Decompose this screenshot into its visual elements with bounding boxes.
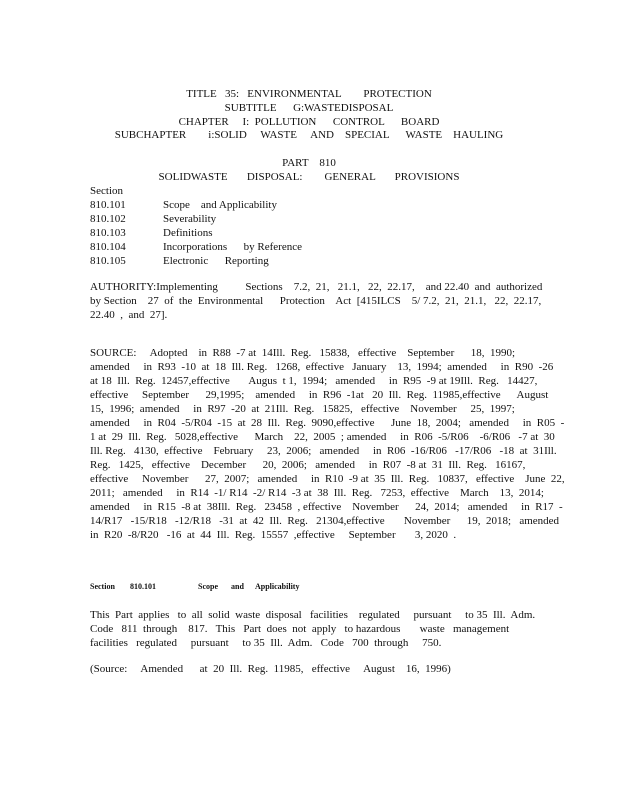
toc-section-number: 810.104 (90, 241, 126, 253)
part-number: PART 810 (282, 157, 336, 169)
source-line: effective November 27, 2007; amended in R10 -9 at 35 Ill. Reg. 10837, effective June 22, (90, 473, 565, 485)
toc-row (90, 254, 490, 268)
toc-row (90, 198, 490, 212)
authority-line: AUTHORITY:Implementing Sections 7.2, 21, 21.1, 22, 22.17, and 22.40 and authorized (90, 281, 543, 293)
toc-section-number: 810.105 (90, 255, 126, 267)
section-heading-number: 810.101 (130, 582, 156, 591)
subtitle-line: SUBTITLE G:WASTEDISPOSAL (224, 102, 394, 114)
title-line: TITLE 35: ENVIRONMENTAL PROTECTION (186, 88, 432, 100)
chapter-line: CHAPTER I: POLLUTION CONTROL BOARD (178, 116, 440, 128)
section-heading-title-word: and (231, 582, 244, 591)
section-heading-title-word: Applicability (255, 582, 300, 591)
source-line: Ill. Reg. 4130, effective February 23, 2006; amended in R06 -16/R06 -17/R06 -18 at 31Ill. (90, 445, 557, 457)
toc-section-title: Scope and Applicability (163, 199, 277, 211)
section-body-line: This Part applies to all solid waste disposal facilities regulated pursuant to 35 Ill. Adm. (90, 609, 536, 621)
source-line: in R20 -8/R20 -16 at 44 Ill. Reg. 15557 ,effective September 3, 2020 . (90, 529, 457, 541)
section-heading-title-word: Scope (198, 582, 218, 591)
source-paragraph (90, 346, 565, 542)
toc-section-title: Definitions (163, 227, 213, 239)
section-body-line: facilities regulated pursuant to 35 Ill. Adm. Code 700 through 750. (90, 637, 442, 649)
subchapter-line: SUBCHAPTER i:SOLID WASTE AND SPECIAL WASTE HAULING (114, 129, 504, 141)
toc-heading: Section (90, 185, 123, 197)
toc-row (90, 226, 490, 240)
authority-line: 22.40 , and 27]. (90, 309, 168, 321)
toc-section-number: 810.101 (90, 199, 126, 211)
section-body-line: Code 811 through 817. This Part does not apply to hazardous waste management (90, 623, 510, 635)
toc-section-number: 810.103 (90, 227, 126, 239)
authority-paragraph (90, 280, 543, 322)
source-line: effective September 29,1995; amended in R96 -1at 20 Ill. Reg. 11985,effective August (90, 389, 549, 401)
source-line: 1 at 29 Ill. Reg. 5028,effective March 22, 2005 ; amended in R06 -5/R06 -6/R06 -7 at 30 (90, 431, 555, 443)
toc-row (90, 240, 490, 254)
source-line: 2011; amended in R14 -1/ R14 -2/ R14 -3 at 38 Ill. Reg. 7253, effective March 13, 2014; (90, 487, 544, 499)
section-source-note: (Source: Amended at 20 Ill. Reg. 11985, effective August 16, 1996) (90, 663, 451, 675)
toc-row (90, 212, 490, 226)
source-line: amended in R04 -5/R04 -15 at 28 Ill. Reg. 9090,effective June 18, 2004; amended in R05 - (90, 417, 565, 429)
source-line: 15, 1996; amended in R97 -20 at 21Ill. Reg. 15825, effective November 25, 1997; (90, 403, 515, 415)
part-name: SOLIDWASTE DISPOSAL: GENERAL PROVISIONS (158, 171, 460, 183)
toc-section-number: 810.102 (90, 213, 126, 225)
source-line: amended in R15 -8 at 38Ill. Reg. 23458 , effective November 24, 2014; amended in R17 - (90, 501, 563, 513)
source-line: SOURCE: Adopted in R88 -7 at 14Ill. Reg. 15838, effective September 18, 1990; (90, 347, 516, 359)
authority-line: by Section 27 of the Environmental Protection Act [415ILCS 5/ 7.2, 21, 21.1, 22, 22.17, (90, 295, 542, 307)
source-line: amended in R93 -10 at 18 Ill. Reg. 1268, effective January 13, 1994; amended in R90 -26 (90, 361, 554, 373)
toc-section-title: Severability (163, 213, 217, 225)
section-heading (90, 580, 390, 594)
toc-section-title: Electronic Reporting (163, 255, 269, 267)
source-line: 14/R17 -15/R18 -12/R18 -31 at 42 Ill. Reg. 21304,effective November 19, 2018; amended (90, 515, 560, 527)
toc-section-title: Incorporations by Reference (163, 241, 302, 253)
section-body (90, 608, 536, 650)
source-line: at 18 Ill. Reg. 12457,effective Augus t 1, 1994; amended in R95 -9 at 19Ill. Reg. 14427, (90, 375, 538, 387)
section-heading-label: Section (90, 582, 115, 591)
source-line: Reg. 1425, effective December 20, 2006; amended in R07 -8 at 31 Ill. Reg. 16167, (90, 459, 526, 471)
